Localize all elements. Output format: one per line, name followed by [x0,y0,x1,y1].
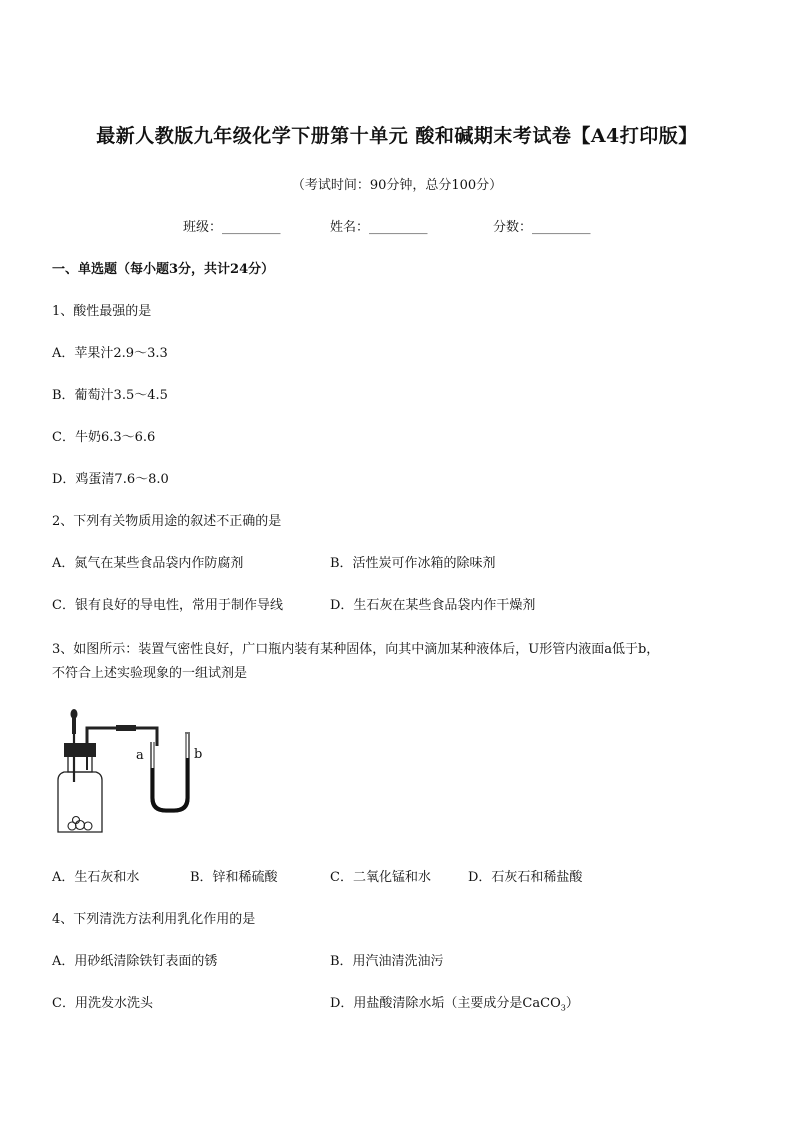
question-3-option-b: B．锌和稀硫酸 [190,870,278,885]
question-4-option-b: B．用汽油清洗油污 [330,954,444,969]
question-3-option-c: C．二氧化锰和水 [330,870,431,885]
class-field: 班级：_________ [183,220,281,235]
question-1-option-b: B．葡萄汁3.5～4.5 [52,388,168,403]
question-3-stem-line2: 不符合上述实验现象的一组试剂是 [52,666,248,681]
question-1-option-c: C．牛奶6.3～6.6 [52,430,156,445]
exam-info: （考试时间：90分钟，总分100分） [291,178,503,193]
question-2-stem: 2、下列有关物质用途的叙述不正确的是 [52,514,282,529]
question-1-stem: 1、酸性最强的是 [52,304,152,319]
section-heading: 一、单选题（每小题3分，共计24分） [52,262,275,277]
question-1-option-a: A．苹果汁2.9～3.3 [52,346,168,361]
question-4-option-d: D．用盐酸清除水垢（主要成分是CaCO$_3$） [330,996,579,1013]
question-3-stem-line1: 3、如图所示：装置气密性良好，广口瓶内装有某种固体，向其中滴加某种液体后，U形管内液面a低于b， [52,642,660,657]
dropper-bulb [71,709,78,719]
question-4-option-a: A．用砂纸清除铁钉表面的锈 [52,954,218,969]
score-field: 分数：_________ [493,220,591,235]
question-2-option-a: A．氮气在某些食品袋内作防腐剂 [52,556,244,571]
rubber-connector [116,725,136,731]
label-a: a [136,748,144,763]
question-4-stem: 4、下列清洗方法利用乳化作用的是 [52,912,256,927]
question-2-option-d: D．生石灰在某些食品袋内作干燥剂 [330,598,536,613]
u-tube-liquid [153,758,188,811]
rubber-stopper [64,743,96,757]
question-3-option-a: A．生石灰和水 [52,870,140,885]
name-field: 姓名：_________ [330,220,428,235]
page-title: 最新人教版九年级化学下册第十单元 酸和碱期末考试卷【A4打印版】 [96,125,698,147]
question-4-option-c: C．用洗发水洗头 [52,996,153,1011]
question-2-option-b: B．活性炭可作冰箱的除味剂 [330,556,496,571]
label-b: b [194,747,203,762]
question-1-option-d: D．鸡蛋清7.6～8.0 [52,472,169,487]
u-tube-apparatus-figure [50,706,220,838]
question-2-option-c: C．银有良好的导电性，常用于制作导线 [52,598,283,613]
question-3-option-d: D．石灰石和稀盐酸 [468,870,583,885]
wide-mouth-bottle [58,772,102,832]
